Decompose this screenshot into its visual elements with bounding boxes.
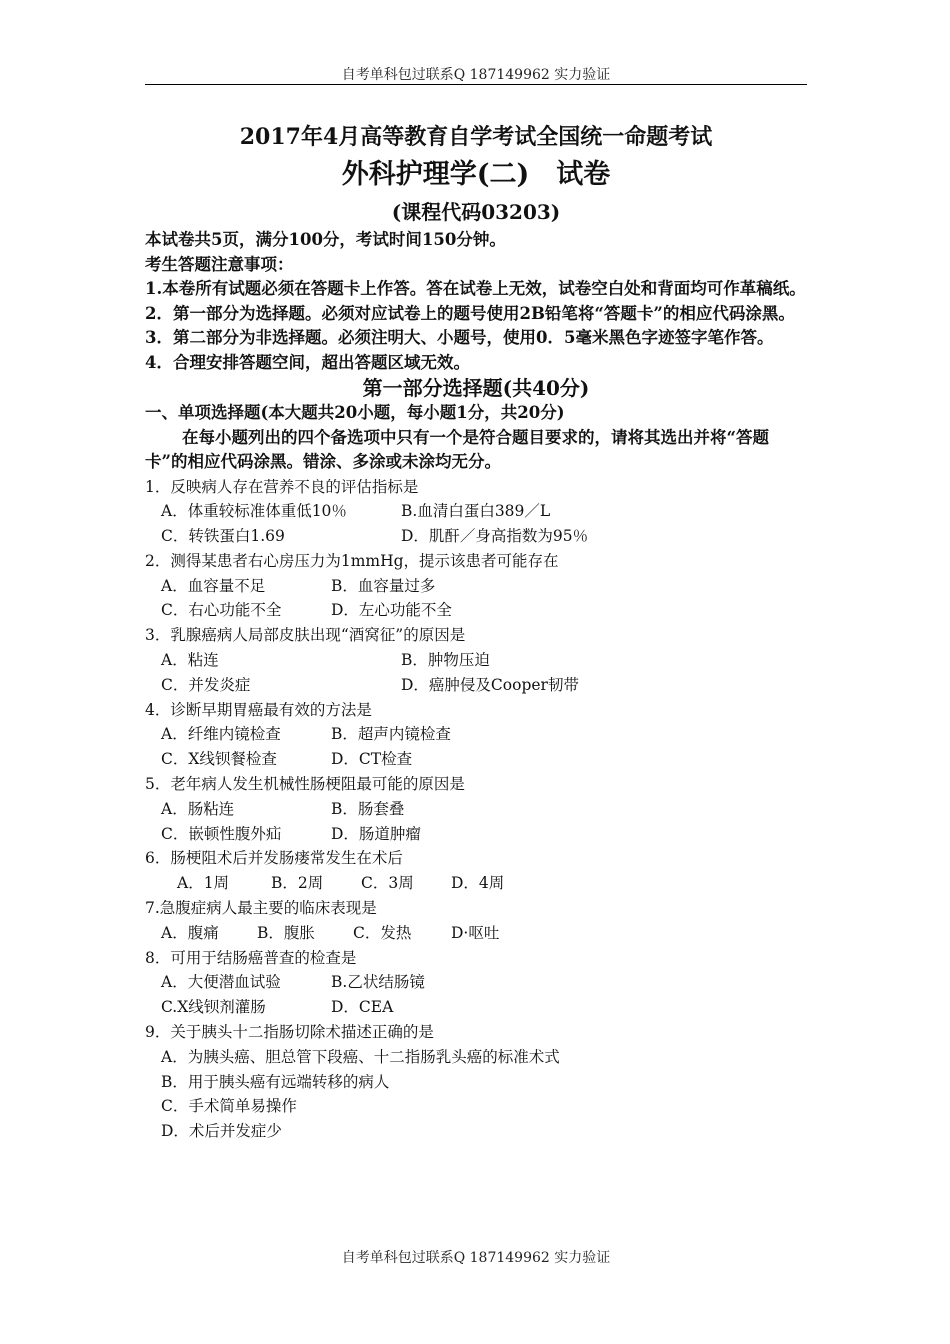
answer-option: C．手术简单易操作 — [161, 1097, 297, 1116]
exam-intro: 本试卷共5页，满分100分，考试时间150分钟。 — [145, 230, 506, 249]
notice-heading: 考生答题注意事项： — [145, 254, 294, 274]
answer-option: B．血容量过多 — [331, 576, 436, 595]
option-row — [145, 970, 807, 995]
option-row — [145, 797, 807, 822]
answer-option: C．转铁蛋白1.69 — [161, 527, 285, 546]
answer-option: D·呕吐 — [451, 923, 500, 942]
option-row — [145, 871, 807, 896]
part-one-title: 第一部分选择题(共40分) — [362, 376, 590, 400]
answer-option: A．为胰头癌、胆总管下段癌、十二指肠乳头癌的标准术式 — [161, 1047, 560, 1066]
course-code: (课程代码03203) — [391, 200, 561, 224]
answer-option: D．肠道肿瘤 — [331, 824, 421, 843]
answer-option: A．粘连 — [161, 651, 219, 670]
option-row — [145, 673, 807, 698]
option-row — [145, 648, 807, 673]
answer-option: B.血清白蛋白389／L — [401, 502, 551, 521]
answer-option: B．超声内镜检查 — [331, 725, 451, 744]
answer-option: A．纤维内镜检查 — [161, 725, 281, 744]
answer-option: D．CEA — [331, 998, 394, 1017]
answer-option: C．发热 — [353, 923, 412, 942]
question-stem: 4．诊断早期胃癌最有效的方法是 — [145, 700, 372, 719]
answer-option: D．CT检查 — [331, 750, 413, 769]
notice-item: 2．第一部分为选择题。必须对应试卷上的题号使用2B铅笔将“答题卡”的相应代码涂黑。 — [145, 303, 795, 323]
exam-content — [145, 120, 807, 1144]
answer-option: B.乙状结肠镜 — [331, 973, 425, 992]
answer-option: A．血容量不足 — [161, 576, 266, 595]
notice-item: 1.本卷所有试题必须在答题卡上作答。答在试卷上无效，试卷空白处和背面均可作革稿纸。 — [145, 279, 806, 298]
section-instruction: 在每小题列出的四个备选项中只有一个是符合题目要求的，请将其选出并将“答题卡”的相应代码涂黑。错涂、多涂或未涂均无分。 — [145, 427, 769, 471]
option-row — [145, 598, 807, 623]
answer-option: A．体重较标准体重低10％ — [161, 502, 347, 521]
answer-option: B．2周 — [271, 874, 324, 893]
option-row — [145, 921, 807, 946]
answer-option: B．肠套叠 — [331, 799, 405, 818]
question-stem: 8．可用于结肠癌普查的检查是 — [145, 948, 357, 967]
option-row — [145, 1094, 807, 1119]
answer-option: C．X线钡餐检查 — [161, 750, 277, 769]
exam-title: 2017年4月高等教育自学考试全国统一命题考试 — [239, 124, 713, 150]
section-heading: 一、单项选择题(本大题共20小题，每小题1分，共20分) — [145, 403, 565, 422]
option-row — [145, 1045, 807, 1070]
option-row — [145, 822, 807, 847]
answer-option: A．大便潜血试验 — [161, 973, 281, 992]
option-row — [145, 499, 807, 524]
page-header: 自考单科包过联系Q 187149962 实力验证 — [341, 67, 611, 83]
answer-option: D．术后并发症少 — [161, 1122, 282, 1141]
answer-option: C．嵌顿性腹外疝 — [161, 824, 282, 843]
question-stem: 9．关于胰头十二指肠切除术描述正确的是 — [145, 1023, 434, 1042]
question-stem: 6．肠梗阻术后并发肠瘘常发生在术后 — [145, 849, 403, 868]
answer-option: B．腹胀 — [257, 923, 315, 942]
header-divider — [145, 84, 807, 85]
answer-option: D．肌酐／身高指数为95％ — [401, 527, 589, 546]
answer-option: B．用于胰头癌有远端转移的病人 — [161, 1072, 390, 1091]
subject-title: 外科护理学(二) 试卷 — [341, 159, 611, 190]
question-stem: 5．老年病人发生机械性肠梗阻最可能的原因是 — [145, 775, 465, 794]
option-row — [145, 747, 807, 772]
answer-option: A．肠粘连 — [161, 799, 235, 818]
notice-item: 3．第二部分为非选择题。必须注明大、小题号，使用0．5毫米黑色字迹签字笔作答。 — [145, 328, 774, 347]
option-row — [145, 1070, 807, 1095]
answer-option: C.X线钡剂灌肠 — [161, 998, 266, 1017]
question-stem: 1．反映病人存在营养不良的评估指标是 — [145, 477, 419, 496]
answer-option: A．1周 — [177, 874, 230, 893]
option-row — [145, 574, 807, 599]
answer-option: D．4周 — [451, 874, 505, 893]
answer-option: D．左心功能不全 — [331, 601, 452, 620]
page-footer: 自考单科包过联系Q 187149962 实力验证 — [341, 1250, 611, 1266]
option-row — [145, 1119, 807, 1144]
option-row — [145, 722, 807, 747]
answer-option: C．3周 — [361, 874, 414, 893]
answer-option: C．并发炎症 — [161, 675, 251, 694]
question-stem: 2．测得某患者右心房压力为1mmHg，提示该患者可能存在 — [145, 551, 559, 570]
answer-option: C．右心功能不全 — [161, 601, 282, 620]
notice-item: 4．合理安排答题空间，超出答题区域无效。 — [145, 352, 470, 372]
option-row — [145, 524, 807, 549]
question-list — [145, 475, 807, 1145]
option-row — [145, 995, 807, 1020]
question-stem: 3．乳腺癌病人局部皮肤出现“酒窝征”的原因是 — [145, 626, 466, 645]
answer-option: A．腹痛 — [161, 923, 219, 942]
answer-option: D．癌肿侵及Cooper韧带 — [401, 675, 579, 694]
answer-option: B．肿物压迫 — [401, 651, 490, 670]
question-stem: 7.急腹症病人最主要的临床表现是 — [145, 899, 377, 918]
